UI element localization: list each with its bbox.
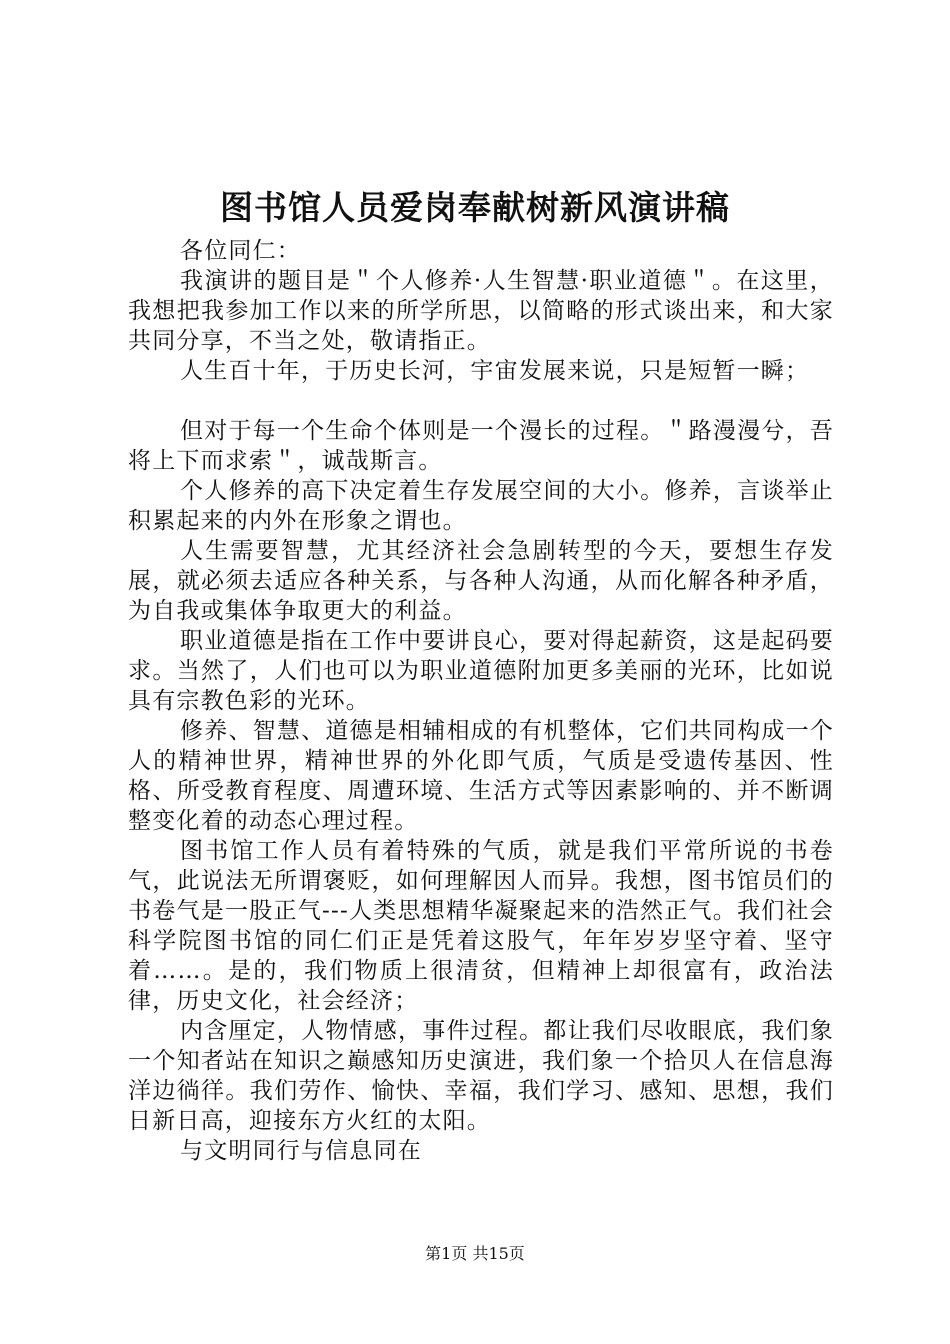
- paragraph-wisdom: 人生需要智慧，尤其经济社会急剧转型的今天，要想生存发展，就必须去适应各种关系，与各种人沟通，从而化解各种矛盾，为自我或集体争取更大的利益。: [128, 538, 834, 624]
- page-number-footer: 第1页 共15页: [425, 1244, 525, 1263]
- paragraph-salutation: 各位同仁：: [180, 238, 301, 264]
- paragraph-life-span: 人生百十年，于历史长河，宇宙发展来说，只是短暂一瞬；: [180, 358, 810, 384]
- paragraph-self-cultivation: 个人修养的高下决定着生存发展空间的大小。修养，言谈举止积累起来的内外在形象之谓也。: [128, 478, 834, 534]
- paragraph-library-staff: 图书馆工作人员有着特殊的气质，就是我们平常所说的书卷气，此说法无所谓褒贬，如何理解因人而异。我想，图书馆员们的书卷气是一股正气---人类思想精华凝聚起来的浩然正气。我们社会科学院图书馆的同仁们正是凭着这股气，年年岁岁坚守着、坚守着……。是的，我们物质上很清贫，但精神上却很富有，政治法律，历史文化，社会经济；: [128, 838, 834, 1014]
- paragraph-ethics: 职业道德是指在工作中要讲良心，要对得起薪资，这是起码要求。当然了，人们也可以为职业道德附加更多美丽的光环，比如说具有宗教色彩的光环。: [128, 628, 834, 714]
- paragraph-long-process: 但对于每一个生命个体则是一个漫长的过程。＂路漫漫兮，吾将上下而求索＂，诚哉斯言。: [128, 418, 834, 474]
- paragraph-spirit: 修养、智慧、道德是相辅相成的有机整体，它们共同构成一个人的精神世界，精神世界的外化即气质，气质是受遗传基因、性格、所受教育程度、周遭环境、生活方式等因素影响的、并不断调整变化着的动态心理过程。: [128, 718, 834, 834]
- document-body: [128, 236, 834, 1166]
- paragraph-closing: 与文明同行与信息同在: [180, 1138, 422, 1164]
- document-title: 图书馆人员爱岗奉献树新风演讲稿: [220, 188, 730, 227]
- paragraph-knowledge: 内含厘定，人物情感，事件过程。都让我们尽收眼底，我们象一个知者站在知识之巅感知历史演进，我们象一个拾贝人在信息海洋边徜徉。我们劳作、愉快、幸福，我们学习、感知、思想，我们日新日高，迎接东方火红的太阳。: [128, 1018, 834, 1134]
- paragraph-topic: 我演讲的题目是＂个人修养·人生智慧·职业道德＂。在这里，我想把我参加工作以来的所学所思，以简略的形式谈出来，和大家共同分享，不当之处，敬请指正。: [128, 268, 834, 354]
